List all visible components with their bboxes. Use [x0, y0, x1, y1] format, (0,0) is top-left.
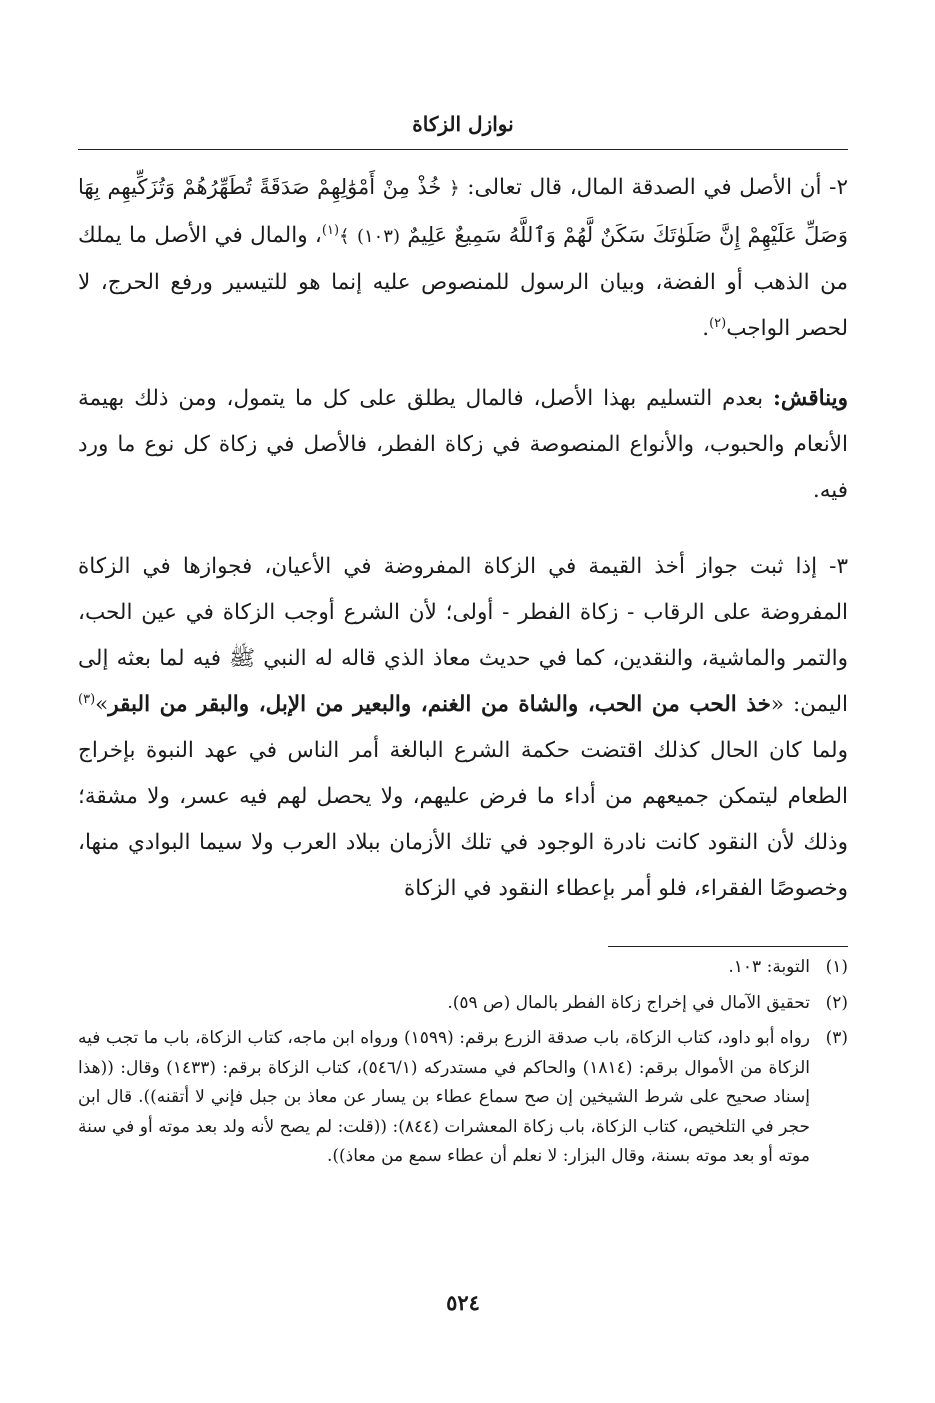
paragraph-2	[78, 164, 848, 352]
discussion-paragraph	[78, 376, 848, 514]
footnote-ref-3[interactable]: (٣)	[78, 691, 96, 707]
footnote-2	[78, 989, 848, 1019]
discussion-text: بعدم التسليم بهذا الأصل، فالمال يطلق على كل ما يتمول، ومن ذلك بهيمة الأنعام والحبوب، والأنواع المنصوصة في زكاة الفطر، فالأصل في زكاة كل نوع ما ورد فيه.	[78, 386, 848, 503]
paragraph-2-intro: ٢- أن الأصل في الصدقة المال، قال تعالى:	[459, 175, 848, 200]
hadith-quote: خذ الحب من الحب، والشاة من الغنم، والبعير من الإبل، والبقر من البقر	[108, 692, 771, 717]
quran-ornament-close: ﴾	[339, 226, 350, 247]
footnote-ref-1[interactable]: (١)	[321, 222, 340, 238]
running-header: نوازل الزكاة	[412, 112, 514, 136]
footnote-1	[78, 953, 848, 983]
footnote-ref-2[interactable]: (٢)	[709, 315, 727, 331]
quran-verse: خُذْ مِنْ أَمْوَٰلِهِمْ صَدَقَةً تُطَهِّرُهُمْ وَتُزَكِّيهِم بِهَا وَصَلِّ عَلَيْهِمْ إِنَّ صَلَوٰتَكَ سَكَنٌ لَّهُمْ وَٱللَّهُ سَمِيعٌ عَلِيمٌ	[78, 175, 849, 247]
footnote-number: (٢)	[825, 992, 848, 1013]
header-rule	[78, 149, 848, 150]
paragraph-gap	[78, 352, 848, 376]
paragraph-gap	[78, 514, 848, 544]
paragraph-2-rest: ، والمال في الأصل ما يملك من الذهب أو الفضة، وبيان الرسول للمنصوص عليه إنما هو للتيسير ورفع الحرج، لا لحصر الواجب	[78, 223, 848, 341]
quran-ornament-open: ﴿	[449, 178, 460, 199]
footnote-number: (٣)	[825, 1028, 848, 1048]
footnote-text: رواه أبو داود، كتاب الزكاة، باب صدقة الزرع برقم: (١٥٩٩) ورواه ابن ماجه، كتاب الزكاة، باب ما تجب فيه الزكاة من الأموال برقم: (١٨١٤) والحاكم في مستدركه (٥٤٦/١)، كتاب الزكاة برقم: (١٤٣٣) وقال: ((هذا إسناد صحيح على شرط الشيخين إن صح سماع عطاء بن يسار عن معاذ بن جبل فإني لا أتقنه)). قال ابن حجر في التلخيص، كتاب الزكاة، باب زكاة المعشرات (٨٤٤): ((قلت: لم يصح لأنه ولد بعد موته أو في سنة موته أو بعد موته بسنة، وقال البزار: لا نعلم أن عطاء سمع من معاذ)).	[78, 1028, 811, 1166]
paragraph-3-text-b: ولما كان الحال كذلك اقتضت حكمة الشرع البالغة أمر الناس في عهد النبوة بإخراج الطعام ليتمكن جميعهم من أداء ما فرض عليهم، ولا يحصل لهم فيه عسر، ولا مشقة؛ وذلك لأن النقود كانت نادرة الوجود في تلك الأزمان ببلاد العرب ولا سيما البوادي منها، وخصوصًا الفقراء، فلو أمر بإعطاء النقود في الزكاة	[78, 738, 848, 901]
main-text	[78, 164, 848, 912]
paragraph-3	[78, 544, 848, 912]
footnotes	[78, 953, 848, 1178]
paragraph-2-end: .	[702, 316, 710, 341]
footnote-number: (١)	[825, 957, 848, 977]
discussion-label: ويناقش:	[772, 386, 848, 411]
book-page	[78, 0, 848, 1403]
quote-close: »	[95, 692, 109, 717]
ayah-number: (١٠٣)	[356, 226, 401, 247]
footnote-text: التوبة: ١٠٣.	[728, 957, 810, 977]
paragraph-3-text-a: ٣- إذا ثبت جواز أخذ القيمة في الزكاة المفروضة في الأعيان، فجوازها في الزكاة المفروضة على الرقاب - زكاة الفطر - أولى؛ لأن الشرع أوجب الزكاة في عين الحب، والتمر والماشية، والنقدين، كما في حديث معاذ الذي قاله له النبي ﷺ فيه لما بعثه إلى اليمن: «	[78, 554, 848, 717]
footnote-3	[78, 1024, 848, 1172]
footnote-text: تحقيق الآمال في إخراج زكاة الفطر بالمال (ص ٥٩).	[447, 992, 810, 1013]
page-number: ٥٢٤	[446, 1290, 480, 1315]
footnote-rule	[608, 946, 848, 947]
